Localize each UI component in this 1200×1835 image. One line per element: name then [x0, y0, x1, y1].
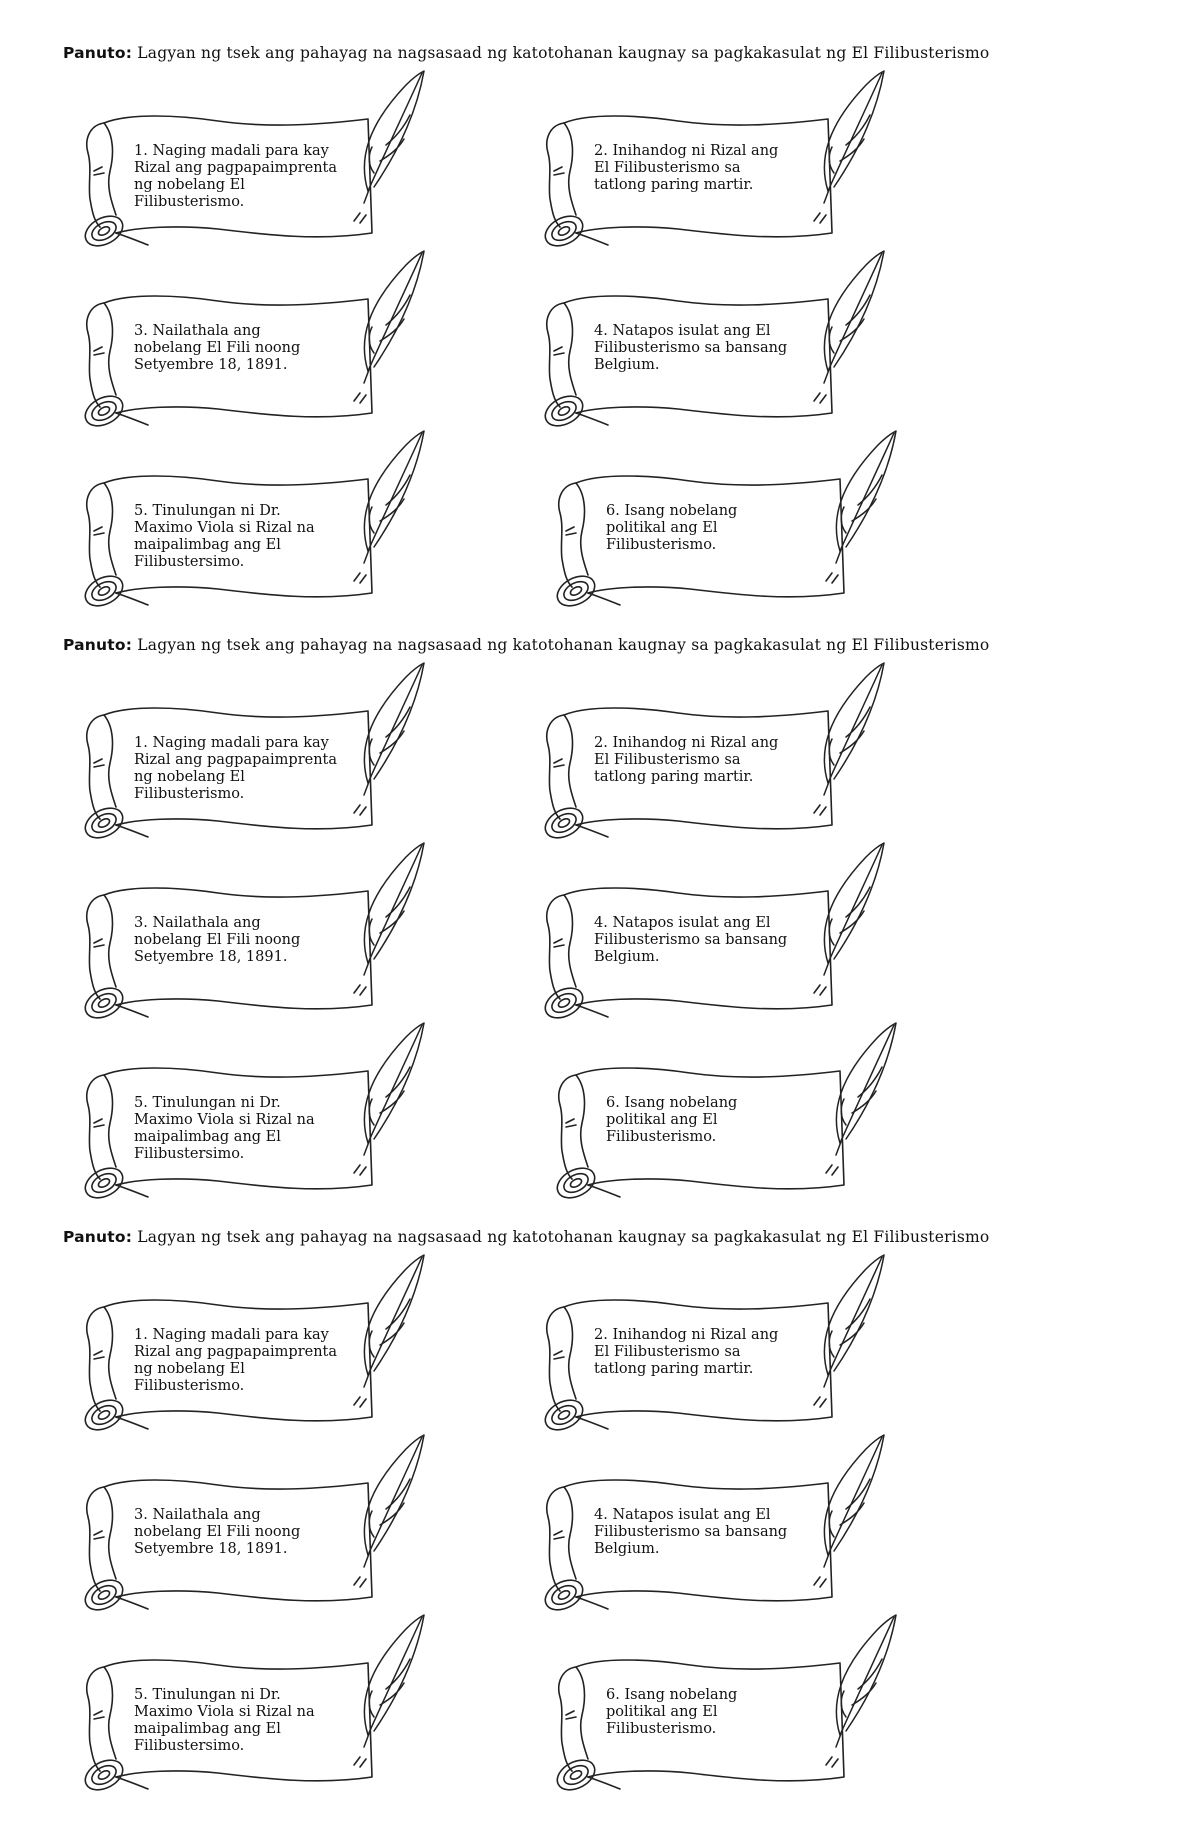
instruction-text: Lagyan ng tsek ang pahayag na nagsasaad ng katotohanan kaugnay sa pagkakasulat ng El Filibusterismo [132, 44, 990, 62]
statement-card-6[interactable] [540, 1047, 900, 1197]
statement-text: 6. Isang nobelang politikal ang El Filibusterismo. [606, 503, 738, 553]
statement-text: 4. Natapos isulat ang El Filibusterismo sa bansang Belgium. [594, 915, 788, 965]
statement-card-2[interactable] [528, 95, 888, 245]
statement-text: 1. Naging madali para kay Rizal ang pagpapaimprenta ng nobelang El Filibusterismo. [134, 143, 338, 210]
statement-card-3[interactable] [68, 275, 428, 425]
worksheet-section-3 [0, 1184, 1200, 1774]
statement-text: 6. Isang nobelang politikal ang El Filibusterismo. [606, 1095, 738, 1145]
statement-card-1[interactable] [68, 95, 428, 245]
statement-text: 3. Nailathala ang nobelang El Fili noong Setyembre 18, 1891. [134, 915, 301, 965]
instruction-label: Panuto: [63, 636, 133, 654]
statement-card-1[interactable] [68, 687, 428, 837]
statement-card-5[interactable] [68, 455, 428, 605]
statement-text: 4. Natapos isulat ang El Filibusterismo sa bansang Belgium. [594, 1507, 788, 1557]
instruction-label: Panuto: [63, 44, 133, 62]
worksheet-section-1 [0, 0, 1200, 590]
instruction [63, 45, 1153, 62]
statement-card-4[interactable] [528, 1459, 888, 1609]
statement-text: 2. Inihandog ni Rizal ang El Filibusterismo sa tatlong paring martir. [594, 143, 779, 193]
statement-text: 3. Nailathala ang nobelang El Fili noong Setyembre 18, 1891. [134, 323, 301, 373]
statement-text: 5. Tinulungan ni Dr. Maximo Viola si Rizal na maipalimbag ang El Filibustersimo. [134, 1095, 315, 1162]
statement-card-2[interactable] [528, 1279, 888, 1429]
statement-card-4[interactable] [528, 867, 888, 1017]
statement-text: 2. Inihandog ni Rizal ang El Filibusterismo sa tatlong paring martir. [594, 735, 779, 785]
statement-card-5[interactable] [68, 1639, 428, 1789]
statement-card-6[interactable] [540, 455, 900, 605]
instruction-label: Panuto: [63, 1228, 133, 1246]
instruction-text: Lagyan ng tsek ang pahayag na nagsasaad ng katotohanan kaugnay sa pagkakasulat ng El Filibusterismo [132, 636, 990, 654]
instruction [63, 1229, 1153, 1246]
statement-text: 3. Nailathala ang nobelang El Fili noong Setyembre 18, 1891. [134, 1507, 301, 1557]
statement-text: 4. Natapos isulat ang El Filibusterismo sa bansang Belgium. [594, 323, 788, 373]
statement-text: 2. Inihandog ni Rizal ang El Filibusterismo sa tatlong paring martir. [594, 1327, 779, 1377]
statement-card-1[interactable] [68, 1279, 428, 1429]
statement-text: 6. Isang nobelang politikal ang El Filibusterismo. [606, 1687, 738, 1737]
statement-text: 1. Naging madali para kay Rizal ang pagpapaimprenta ng nobelang El Filibusterismo. [134, 1327, 338, 1394]
statement-card-3[interactable] [68, 867, 428, 1017]
worksheet-section-2 [0, 592, 1200, 1182]
statement-text: 5. Tinulungan ni Dr. Maximo Viola si Rizal na maipalimbag ang El Filibustersimo. [134, 503, 315, 570]
statement-card-6[interactable] [540, 1639, 900, 1789]
statement-text: 1. Naging madali para kay Rizal ang pagpapaimprenta ng nobelang El Filibusterismo. [134, 735, 338, 802]
instruction [63, 637, 1153, 654]
statement-card-5[interactable] [68, 1047, 428, 1197]
statement-card-3[interactable] [68, 1459, 428, 1609]
statement-card-2[interactable] [528, 687, 888, 837]
statement-card-4[interactable] [528, 275, 888, 425]
instruction-text: Lagyan ng tsek ang pahayag na nagsasaad ng katotohanan kaugnay sa pagkakasulat ng El Filibusterismo [132, 1228, 990, 1246]
statement-text: 5. Tinulungan ni Dr. Maximo Viola si Rizal na maipalimbag ang El Filibustersimo. [134, 1687, 315, 1754]
